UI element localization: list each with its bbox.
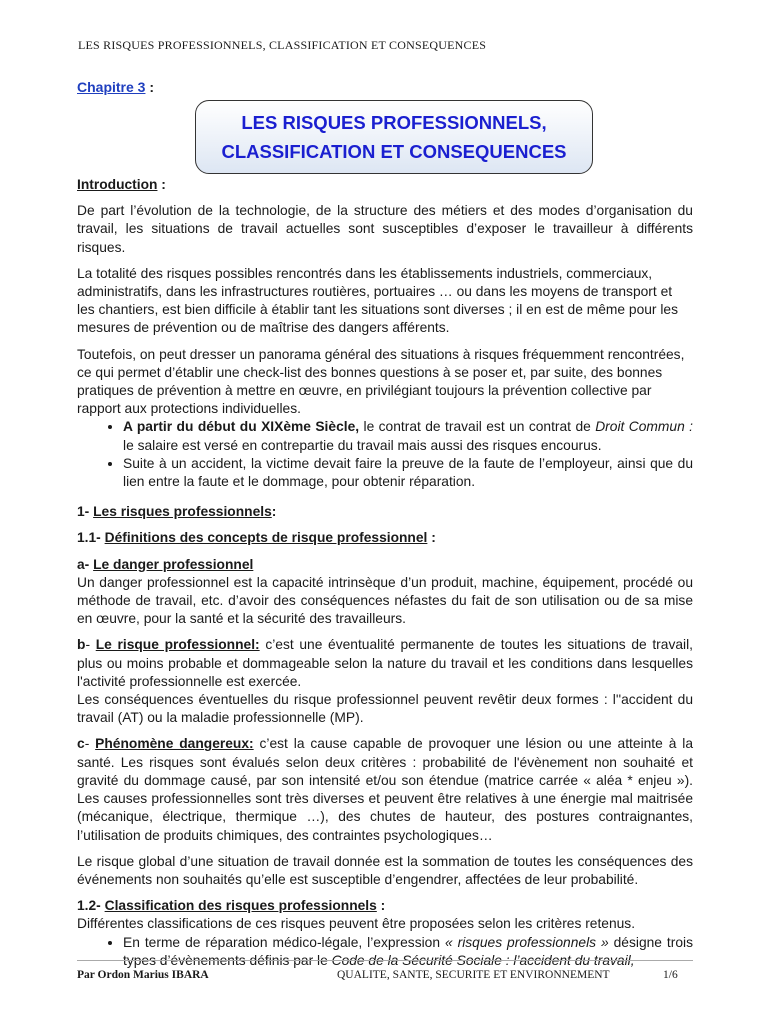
intro-paragraph-1: De part l’évolution de la technologie, de la structure des métiers et des modes d’organisation du travail, les situations de travail actuelles sont susceptibles d’exposer le travailleur à différents risques.: [77, 203, 693, 255]
section-1-2-text: Différentes classifications de ces risques peuvent être proposées selon les critères retenus.: [77, 916, 636, 932]
list-item: • A partir du début du XIXème Siècle, le contrat de travail est un contrat de Droit Commun : le salaire est versé en contrepartie du travail mais aussi des risques encourus.: [123, 418, 693, 454]
list-item: • Suite à un accident, la victime devait faire la preuve de la faute de l’employeur, ainsi que du lien entre la faute et le dommage, pour obtenir réparation.: [123, 455, 693, 491]
page-number: 1/6: [663, 969, 678, 981]
definition-b: b- Le risque professionnel: c’est une éventualité permanente de toutes les situations de travail, plus ou moins probable et dommageable selon la nature du travail et les conditions dans lesquelles l'activité professionnelle est exercée.: [77, 637, 693, 689]
definition-a-heading: a- Le danger professionnel: [77, 556, 254, 572]
intro-paragraph-2: La totalité des risques possibles rencontrés dans les établissements industriels, commerciaux, administratifs, dans les infrastructures routières, portuaires … ou dans les moyens de transport et les chantiers, est bien difficile à établir tant les situations sont diverses ; il en est de même pour les mesures de prévention ou de maîtrise des dangers afférents.: [77, 265, 678, 336]
chapter-link[interactable]: Chapitre 3: [77, 79, 146, 95]
document-body: [77, 176, 693, 978]
intro-paragraph-3: Toutefois, on peut dresser un panorama général des situations à risques fréquemment rencontrées, ce qui permet d’établir une check-list des bonnes questions à se poser et, par suite, des bonnes pratiques de prévention à mettre en œuvre, en privilégiant toujours la prévention collective par rapport aux protections individuelles.: [77, 346, 685, 417]
section-1-1-heading: 1.1- Définitions des concepts de risque professionnel :: [77, 530, 436, 546]
section-1-2-heading: 1.2- Classification des risques professionnels :: [77, 898, 386, 914]
intro-bullet-list: [77, 418, 693, 491]
definition-b-consequences: Les conséquences éventuelles du risque professionnel peuvent revêtir deux formes : l''accident du travail (AT) ou la maladie professionnelle (MP).: [77, 692, 693, 726]
footer-center-text: QUALITE, SANTE, SECURITE ET ENVIRONNEMENT: [337, 969, 610, 981]
running-header: LES RISQUES PROFESSIONNELS, CLASSIFICATION ET CONSEQUENCES: [78, 38, 487, 52]
definition-c: c- Phénomène dangereux: c’est la cause capable de provoquer une lésion ou une atteinte à la santé. Les risques sont évalués selon deux critères : probabilité de l'évènement non souhaité et gravité du dommage causé, par son intensité et/ou son étendue (matrice carrée « aléa * enjeu »). Les causes professionnelles sont très diverses et peuvent être relatives à une énergie mal maitrisée (mécanique, électrique, thermique …), des chutes de hauteur, des postures contraignantes, l’utilisation de produits chimiques, des contraintes psychologiques…: [77, 736, 693, 843]
section-1-heading: 1- Les risques professionnels:: [77, 504, 277, 520]
global-risk-paragraph: Le risque global d’une situation de travail donnée est la sommation de toutes les conséquences des événements non souhaités qu’elle est susceptible d’engendrer, affectées de leur probabilité.: [77, 853, 693, 887]
classification-bullet-list: [77, 934, 693, 970]
footer-author: Par Ordon Marius IBARA: [77, 969, 209, 981]
chapter-title-line2: CLASSIFICATION ET CONSEQUENCES: [221, 141, 567, 162]
chapter-label: Chapitre 3 :: [77, 79, 155, 95]
list-item: • En terme de réparation médico-légale, l’expression « risques professionnels » désigne trois types d’évènements définis par le Code de la Sécurité Sociale : l’accident du travail,: [123, 934, 693, 970]
chapter-title-line1: LES RISQUES PROFESSIONNELS,: [241, 112, 547, 133]
chapter-title-box: [195, 100, 593, 174]
page-footer: [77, 960, 693, 981]
intro-heading: Introduction :: [77, 177, 166, 192]
definition-a-text: Un danger professionnel est la capacité intrinsèque d’un produit, machine, équipement, procédé ou méthode de travail, etc. d’avoir des conséquences néfastes du fait de son utilisation ou de sa mise en œuvre, pour la santé et la sécurité des travailleurs.: [77, 574, 693, 627]
